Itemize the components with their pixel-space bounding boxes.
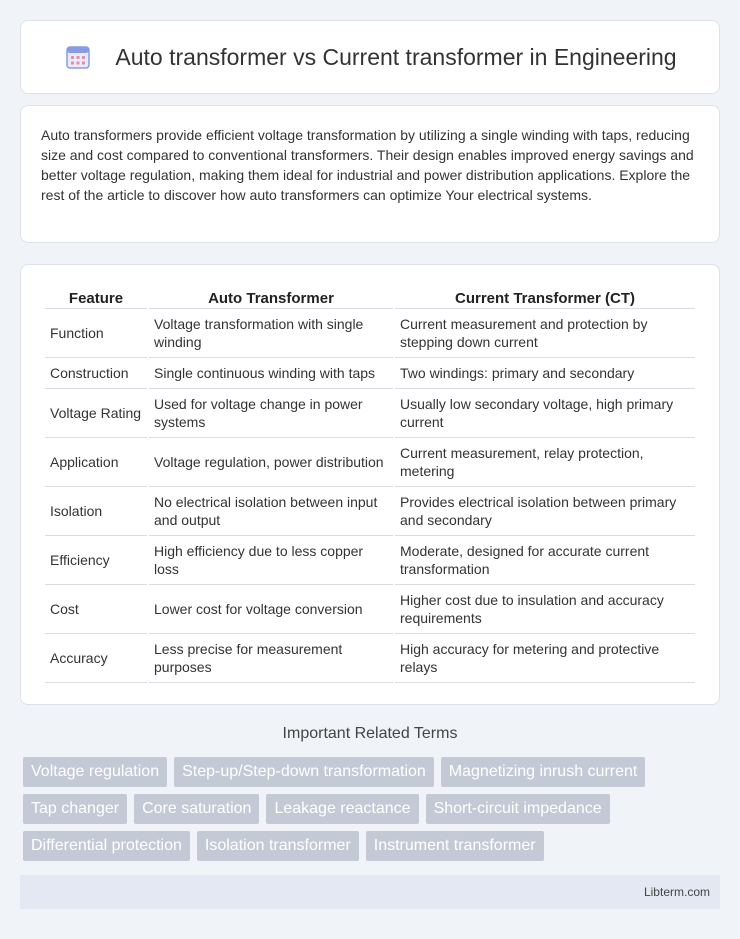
- row-auto-value: Used for voltage change in power systems: [149, 389, 393, 438]
- row-feature: Construction: [45, 358, 147, 389]
- table-header-row: [45, 285, 695, 309]
- row-auto-value: High efficiency due to less copper loss: [149, 536, 393, 585]
- table-row: [45, 585, 695, 634]
- column-header-current-transformer: Current Transformer (CT): [395, 285, 695, 309]
- row-feature: Voltage Rating: [45, 389, 147, 438]
- related-term-tag[interactable]: Step-up/Step-down transformation: [174, 757, 434, 787]
- row-ct-value: Higher cost due to insulation and accuracy requirements: [395, 585, 695, 634]
- row-ct-value: High accuracy for metering and protective relays: [395, 634, 695, 683]
- comparison-table-card: [20, 264, 720, 705]
- row-ct-value: Current measurement and protection by stepping down current: [395, 309, 695, 358]
- table-row: [45, 358, 695, 389]
- related-term-tag[interactable]: Instrument transformer: [366, 831, 544, 861]
- header-card: [20, 20, 720, 94]
- comparison-table: [43, 285, 697, 683]
- row-auto-value: Voltage transformation with single winding: [149, 309, 393, 358]
- row-auto-value: Single continuous winding with taps: [149, 358, 393, 389]
- related-term-tag[interactable]: Magnetizing inrush current: [441, 757, 646, 787]
- column-header-feature: Feature: [45, 285, 147, 309]
- intro-paragraph: Auto transformers provide efficient voltage transformation by utilizing a single winding with taps, reducing size and cost compared to conventional transformers. Their design enables improved energy savings and better voltage regulation, making them ideal for industrial and power distribution applications. Explore the rest of the article to discover how auto transformers can optimize Your electrical systems.: [41, 127, 694, 203]
- row-feature: Application: [45, 438, 147, 487]
- row-ct-value: Moderate, designed for accurate current transformation: [395, 536, 695, 585]
- table-row: [45, 438, 695, 487]
- page-title: Auto transformer vs Current transformer in Engineering: [115, 43, 677, 70]
- row-feature: Accuracy: [45, 634, 147, 683]
- related-term-tag[interactable]: Core saturation: [134, 794, 259, 824]
- row-feature: Efficiency: [45, 536, 147, 585]
- row-ct-value: Two windings: primary and secondary: [395, 358, 695, 389]
- row-ct-value: Current measurement, relay protection, metering: [395, 438, 695, 487]
- table-row: [45, 309, 695, 358]
- intro-card: [20, 105, 720, 243]
- table-row: [45, 536, 695, 585]
- footer: [20, 875, 720, 909]
- row-auto-value: No electrical isolation between input and output: [149, 487, 393, 536]
- related-term-tag[interactable]: Isolation transformer: [197, 831, 359, 861]
- row-ct-value: Provides electrical isolation between primary and secondary: [395, 487, 695, 536]
- row-auto-value: Voltage regulation, power distribution: [149, 438, 393, 487]
- row-feature: Isolation: [45, 487, 147, 536]
- row-ct-value: Usually low secondary voltage, high primary current: [395, 389, 695, 438]
- row-feature: Cost: [45, 585, 147, 634]
- table-row: [45, 634, 695, 683]
- related-term-tag[interactable]: Voltage regulation: [23, 757, 167, 787]
- row-auto-value: Lower cost for voltage conversion: [149, 585, 393, 634]
- related-term-tag[interactable]: Short-circuit impedance: [426, 794, 610, 824]
- row-feature: Function: [45, 309, 147, 358]
- related-term-tag[interactable]: Leakage reactance: [266, 794, 418, 824]
- table-row: [45, 487, 695, 536]
- related-term-tag[interactable]: Differential protection: [23, 831, 190, 861]
- footer-brand-link[interactable]: Libterm.com: [643, 885, 710, 899]
- row-auto-value: Less precise for measurement purposes: [149, 634, 393, 683]
- related-terms-title: Important Related Terms: [282, 725, 458, 742]
- table-row: [45, 389, 695, 438]
- column-header-auto-transformer: Auto Transformer: [149, 285, 393, 309]
- related-terms-list: [23, 757, 723, 868]
- related-term-tag[interactable]: Tap changer: [23, 794, 127, 824]
- calendar-icon: [63, 42, 93, 72]
